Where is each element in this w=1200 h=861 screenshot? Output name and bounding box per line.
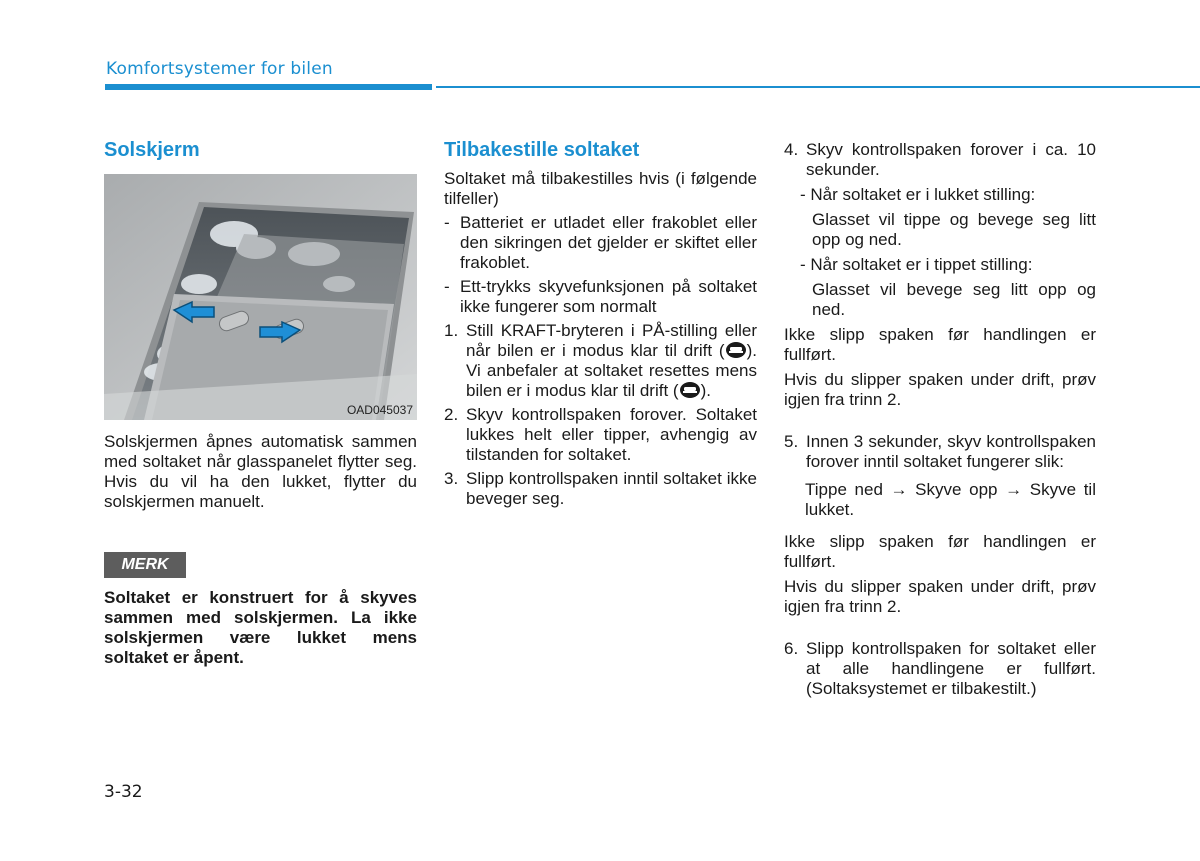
step-5 (784, 432, 1096, 472)
car-ready-icon (679, 381, 701, 399)
paragraph: Hvis du slipper spaken under drift, prøv igjen fra trinn 2. (784, 370, 1096, 409)
step-number: 2. (444, 405, 459, 424)
header-rule-thin (436, 86, 1200, 88)
step-text: Skyv kontrollspaken forover i ca. 10 sekunder. (806, 140, 1096, 179)
solskjerm-paragraph: Solskjermen åpnes automatisk sammen med soltaket når glasspanelet flytter seg. Hvis du vil ha den lukket, flytter du solskjermen manuelt. (104, 432, 417, 511)
paragraph: Hvis du slipper spaken under drift, prøv igjen fra trinn 2. (784, 577, 1096, 616)
list-item (444, 277, 757, 317)
step-text (466, 321, 757, 401)
sub-label: - Når soltaket er i tippet stilling: (800, 255, 1033, 274)
note-badge: MERK (104, 552, 186, 578)
heading-solskjerm: Solskjerm (104, 139, 200, 161)
sunroof-illustration (104, 174, 417, 420)
heading-tilbakestille: Tilbakestille soltaket (444, 139, 640, 161)
bullet-text: Ett-trykks skyvefunksjonen på soltaket ikke fungerer som normalt (460, 277, 757, 316)
step-3 (444, 469, 757, 509)
step-number: 3. (444, 469, 459, 488)
list-item (444, 213, 757, 273)
sub-label: - Når soltaket er i lukket stilling: (800, 185, 1036, 204)
paragraph: Ikke slipp spaken før handlingen er fullført. (784, 532, 1096, 571)
step-6 (784, 639, 1096, 699)
step-2 (444, 405, 757, 465)
dash-marker: - (444, 213, 450, 232)
header-rule-thick (105, 84, 432, 90)
step-4 (784, 140, 1096, 180)
car-ready-icon (725, 341, 747, 359)
sequence-text: Tippe ned → Skyve opp → Skyve til lukket. (805, 480, 1096, 519)
sub-text: Glasset vil tippe og bevege seg litt opp og ned. (812, 210, 1096, 249)
dash-marker: - (444, 277, 450, 296)
page-number: 3-32 (104, 782, 143, 802)
step-number: 4. (784, 140, 799, 159)
step-text: Skyv kontrollspaken forover. Soltaket lukkes helt eller tipper, avhengig av tilstanden for soltaket. (466, 405, 757, 464)
paragraph: Ikke slipp spaken før handlingen er fullført. (784, 325, 1096, 364)
intro-text: Soltaket må tilbakestilles hvis (i følgende tilfeller) (444, 169, 757, 208)
col2-body (444, 169, 757, 509)
figure-label: OAD045037 (346, 403, 413, 417)
step1-part-b: ). Vi anbefaler at soltaket resettes mens bilen er i modus klar til drift ( (466, 341, 757, 400)
section-title: Komfortsystemer for bilen (106, 59, 333, 79)
note-text: Soltaket er konstruert for å skyves sammen med solskjermen. La ikke solskjermen være lukket mens soltaket er åpent. (104, 588, 417, 667)
step-1 (444, 321, 757, 401)
step1-part-c: ). (700, 381, 711, 400)
bullet-text: Batteriet er utladet eller frakoblet eller den sikringen det gjelder er skiftet eller frakoblet. (460, 213, 757, 272)
step-number: 1. (444, 321, 459, 340)
step1-part-a: Still KRAFT-bryteren i PÅ-stilling eller når bilen er i modus klar til drift ( (466, 321, 757, 360)
step-text: Slipp kontrollspaken inntil soltaket ikke beveger seg. (466, 469, 757, 508)
step-text: Innen 3 sekunder, skyv kontrollspaken forover inntil soltaket fungerer slik: (806, 432, 1096, 471)
step-number: 5. (784, 432, 799, 451)
step-text: Slipp kontrollspaken for soltaket eller at alle handlingene er fullført. (Soltaksystemet er tilbakestilt.) (806, 639, 1096, 698)
sunroof-drawing (104, 174, 417, 420)
sub-text: Glasset vil bevege seg litt opp og ned. (812, 280, 1096, 319)
step-number: 6. (784, 639, 799, 658)
col3-body (784, 140, 1096, 699)
